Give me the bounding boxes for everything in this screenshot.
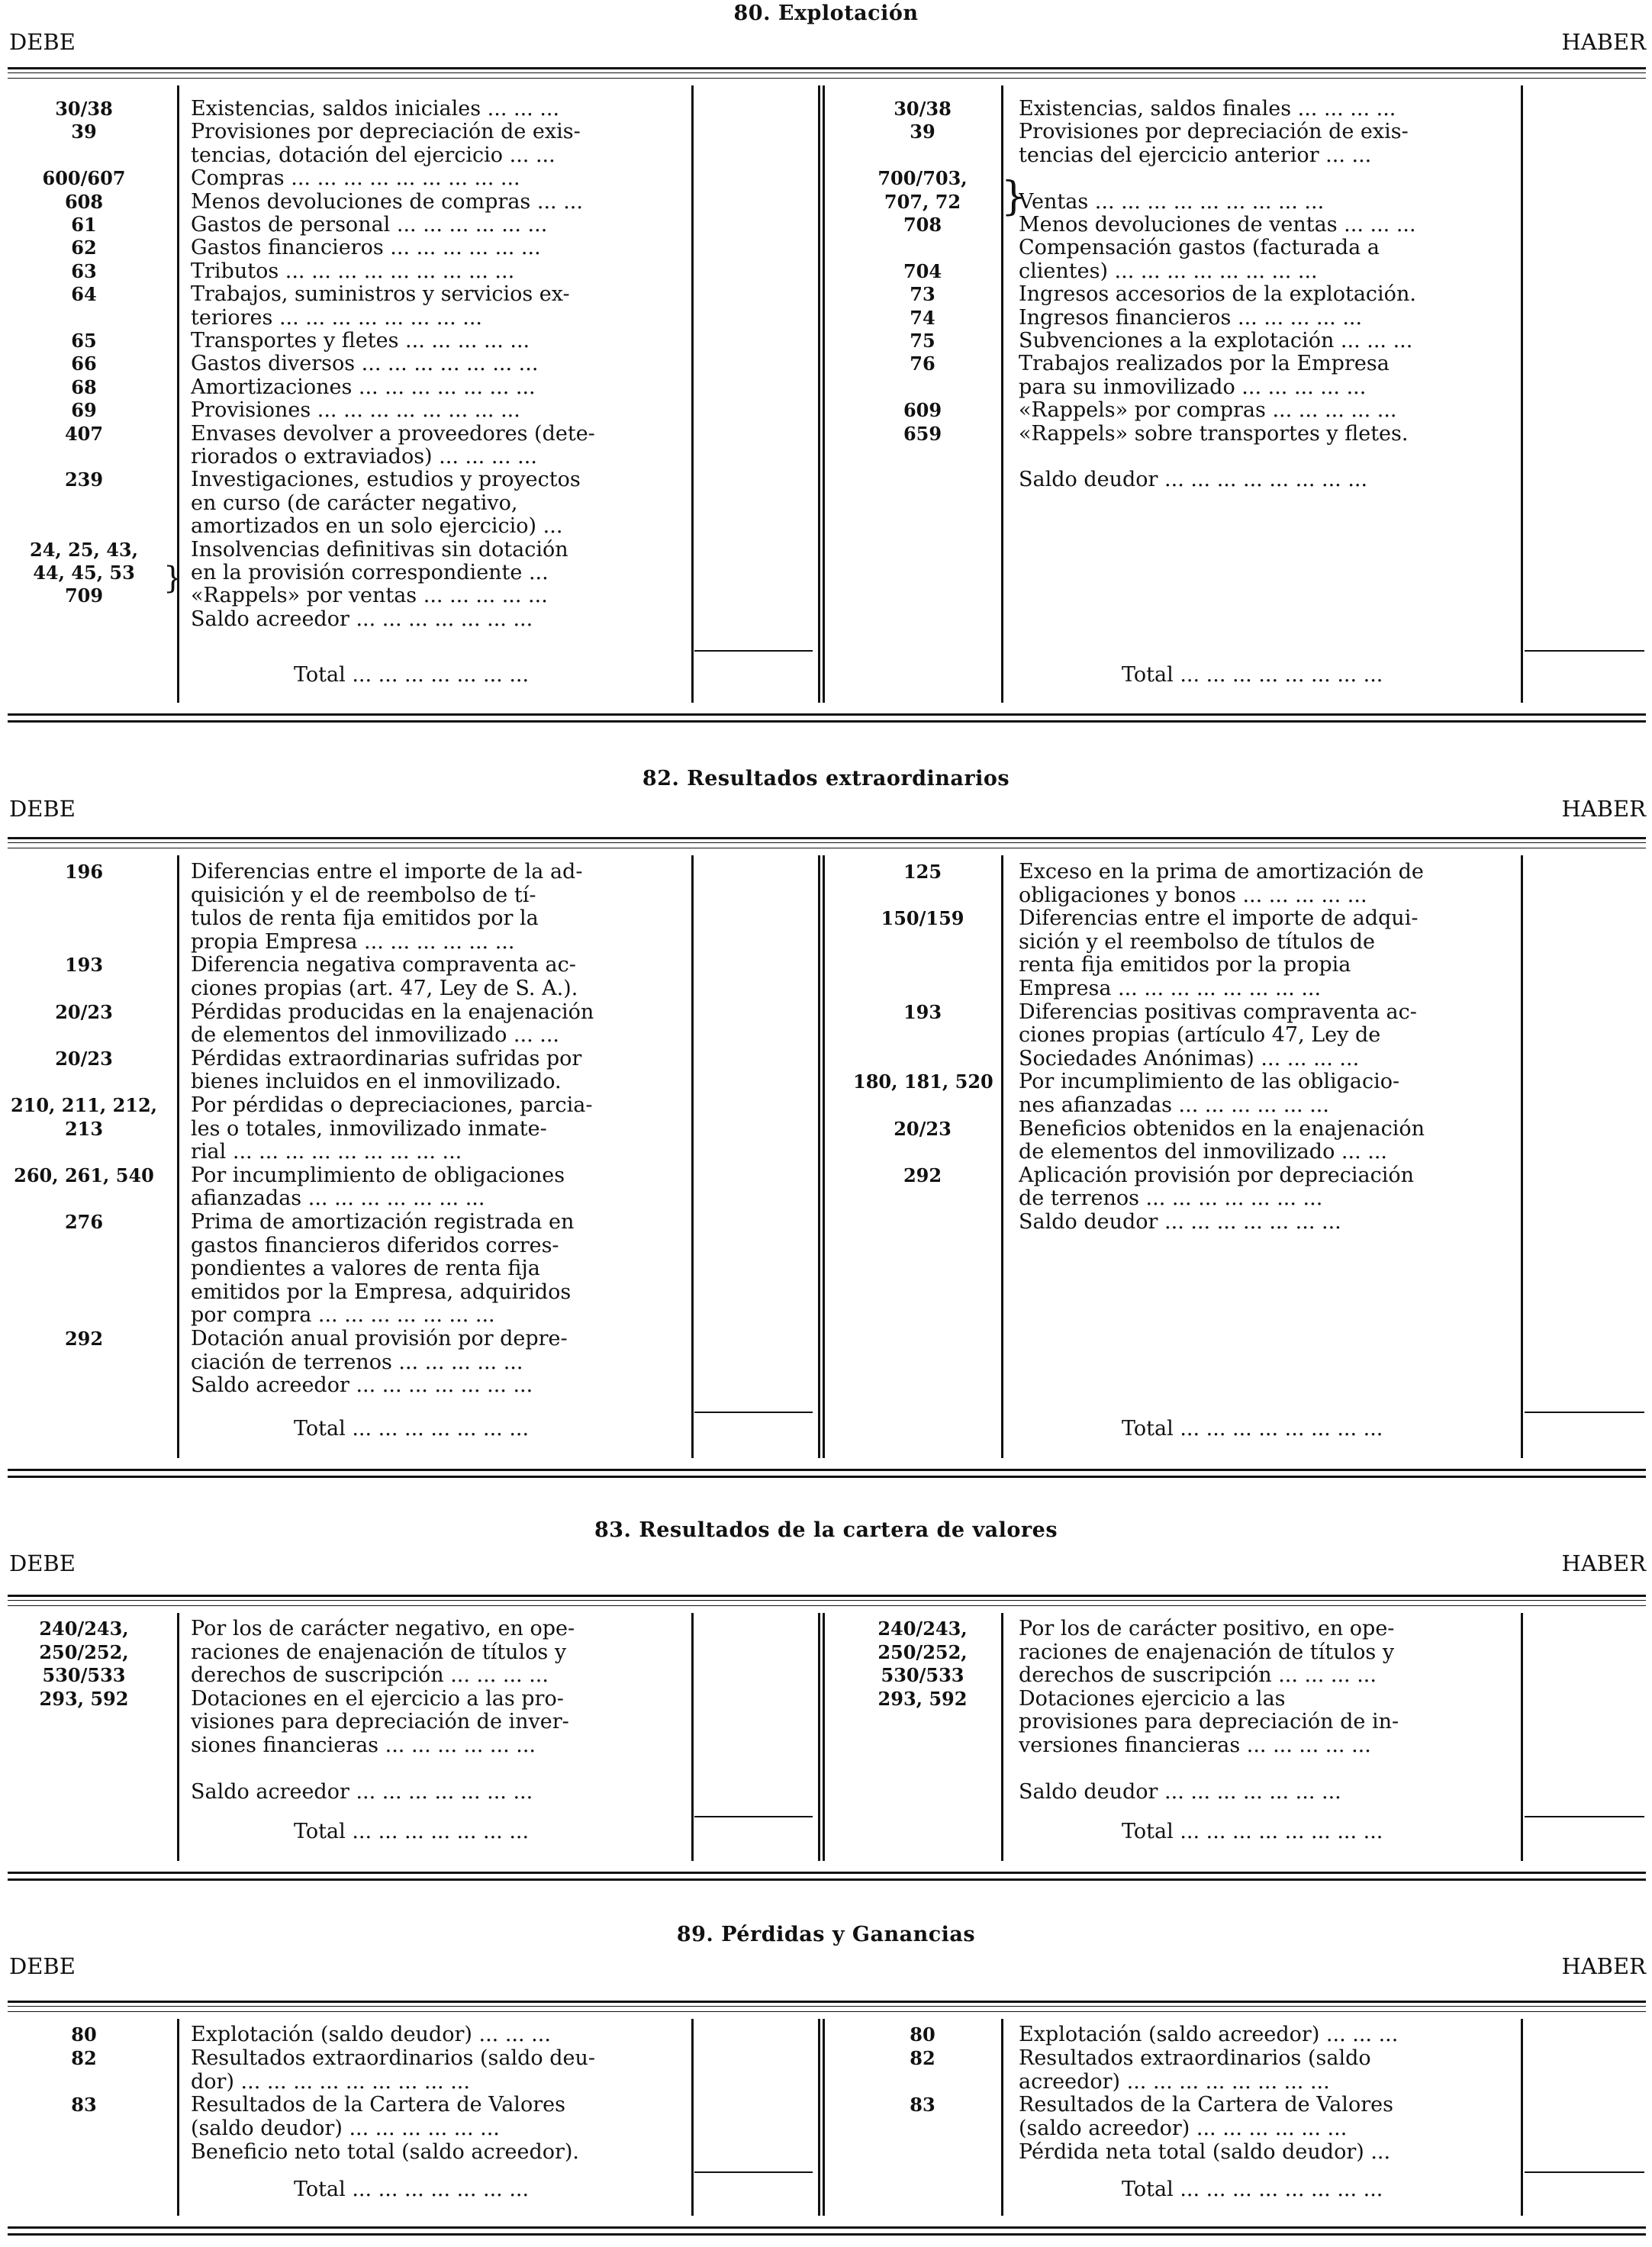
account-code: 24, 25, 43, xyxy=(30,538,138,561)
account-code xyxy=(8,1281,160,1304)
sum-line xyxy=(1525,1816,1644,1817)
column-divider xyxy=(818,1613,820,1861)
account-code: 276 xyxy=(64,1211,104,1233)
account-code xyxy=(8,1024,160,1047)
column-divider xyxy=(1001,2019,1003,2216)
sum-line xyxy=(694,2171,813,2173)
entry-description: Pérdidas producidas en la enajenación xyxy=(191,1000,594,1024)
account-code: 240/243, xyxy=(878,1618,968,1640)
account-code xyxy=(8,1187,160,1210)
account-code: 700/703, xyxy=(878,167,968,190)
account-code xyxy=(853,1141,992,1164)
column-divider xyxy=(823,85,825,703)
entry-description: raciones de enajenación de títulos y xyxy=(191,1640,567,1664)
header-rule xyxy=(8,842,1646,843)
account-code: 292 xyxy=(903,1164,942,1186)
account-code xyxy=(853,1048,992,1070)
entry-description: Amortizaciones ... ... ... ... ... ... ... xyxy=(191,375,536,399)
entry-description: Dotación anual provisión por depre- xyxy=(191,1328,568,1350)
entry-description: Saldo acreedor ... ... ... ... ... ... ... xyxy=(191,607,533,631)
account-code: 83 xyxy=(910,2094,935,2117)
account-title: 83. Resultados de la cartera de valores xyxy=(594,1518,1058,1542)
debe-label: DEBE xyxy=(9,29,76,55)
account-code xyxy=(853,144,992,167)
entry-description: Resultados extraordinarios (saldo xyxy=(1019,2046,1371,2070)
closing-rule xyxy=(8,720,1646,723)
account-code xyxy=(8,1304,160,1327)
entry-description: provisiones para depreciación de in- xyxy=(1019,1711,1399,1734)
account-code xyxy=(853,931,992,954)
account-code xyxy=(8,307,160,330)
entry-description: para su inmovilizado ... ... ... ... ... xyxy=(1019,375,1367,399)
account-code: 704 xyxy=(903,259,942,282)
entry-description: Explotación (saldo deudor) ... ... ... xyxy=(191,2023,551,2046)
account-code xyxy=(8,1141,160,1164)
account-code: 80 xyxy=(71,2023,97,2046)
account-code xyxy=(853,2141,992,2164)
account-code: 150/159 xyxy=(881,907,964,930)
entry-description: riorados o extraviados) ... ... ... ... xyxy=(191,446,537,468)
closing-rule xyxy=(8,713,1646,716)
total-label: Total ... ... ... ... ... ... ... ... xyxy=(1122,664,1383,687)
entry-description: versiones financieras ... ... ... ... ... xyxy=(1019,1734,1371,1757)
closing-rule xyxy=(8,1476,1646,1478)
account-code: 240/243, xyxy=(39,1618,129,1640)
total-label: Total ... ... ... ... ... ... ... xyxy=(294,1820,530,1843)
column-divider xyxy=(691,2019,694,2216)
closing-rule xyxy=(8,2233,1646,2236)
account-code: 39 xyxy=(71,121,97,143)
haber-label: HABER xyxy=(1561,29,1646,55)
account-code: 659 xyxy=(903,422,942,445)
account-code xyxy=(853,237,992,259)
header-rule xyxy=(8,67,1646,69)
account-code: 75 xyxy=(910,330,935,352)
column-divider xyxy=(1521,85,1523,703)
debe-label: DEBE xyxy=(9,1953,76,1979)
account-title: 80. Explotación xyxy=(733,2,919,25)
column-divider xyxy=(1001,855,1003,1458)
account-code: 193 xyxy=(903,1000,942,1023)
account-code: 69 xyxy=(71,399,97,422)
account-code: 193 xyxy=(64,954,104,977)
account-code: 20/23 xyxy=(894,1117,952,1140)
account-code: 66 xyxy=(71,353,97,375)
account-code xyxy=(8,977,160,1000)
brace-icon: } xyxy=(1001,174,1027,220)
entry-description: Trabajos realizados por la Empresa xyxy=(1019,353,1390,376)
account-code: 609 xyxy=(903,399,942,422)
account-code: 250/252, xyxy=(878,1640,968,1663)
entry-description: propia Empresa ... ... ... ... ... ... xyxy=(191,930,515,954)
column-divider xyxy=(691,855,694,1458)
entry-description: acreedor) ... ... ... ... ... ... ... ... xyxy=(1019,2070,1330,2094)
haber-label: HABER xyxy=(1561,1550,1646,1576)
entry-description: Diferencia negativa compraventa ac- xyxy=(191,954,576,977)
account-code: 63 xyxy=(71,259,97,282)
haber-label: HABER xyxy=(1561,1953,1646,1979)
entry-description: Existencias, saldos iniciales ... ... ... xyxy=(191,98,560,121)
entry-description: Sociedades Anónimas) ... ... ... ... xyxy=(1019,1047,1360,1070)
account-code: 20/23 xyxy=(55,1000,113,1023)
account-code: 125 xyxy=(903,861,942,883)
account-code: 44, 45, 53 xyxy=(33,562,135,584)
account-code xyxy=(8,1781,160,1804)
entry-description: Por los de carácter positivo, en ope- xyxy=(1019,1618,1395,1640)
account-code xyxy=(853,1758,992,1781)
total-label: Total ... ... ... ... ... ... ... ... xyxy=(1122,1418,1383,1441)
account-code: 82 xyxy=(910,2046,935,2069)
column-divider xyxy=(818,855,820,1458)
entry-description: Exceso en la prima de amortización de xyxy=(1019,861,1424,884)
entry-description: Saldo acreedor ... ... ... ... ... ... ... xyxy=(191,1781,533,1804)
column-divider xyxy=(691,85,694,703)
entry-description: Envases devolver a proveedores (dete- xyxy=(191,422,595,446)
entry-description: (saldo acreedor) ... ... ... ... ... ... xyxy=(1019,2117,1348,2141)
account-code: 73 xyxy=(910,283,935,306)
account-code: 180, 181, 520 xyxy=(853,1070,993,1093)
entry-description: Pérdida neta total (saldo deudor) ... xyxy=(1019,2141,1391,2164)
entry-description: Resultados de la Cartera de Valores xyxy=(191,2094,565,2117)
account-code: 30/38 xyxy=(894,98,952,120)
account-code xyxy=(853,468,992,491)
account-code: 39 xyxy=(910,121,935,143)
account-code: 708 xyxy=(903,214,942,236)
account-code: 196 xyxy=(64,861,104,883)
entry-description: sición y el reembolso de títulos de xyxy=(1019,930,1376,954)
account-code: 608 xyxy=(64,190,104,213)
entry-description: Diferencias entre el importe de la ad- xyxy=(191,861,583,884)
entry-description: clientes) ... ... ... ... ... ... ... ... xyxy=(1019,259,1318,283)
entry-description: Saldo acreedor ... ... ... ... ... ... ... xyxy=(191,1374,533,1398)
entry-description: en curso (de carácter negativo, xyxy=(191,491,518,515)
account-code xyxy=(8,1257,160,1280)
entry-description: les o totales, inmovilizado inmate- xyxy=(191,1117,547,1141)
entry-description: emitidos por la Empresa, adquiridos xyxy=(191,1280,572,1304)
column-divider xyxy=(823,1613,825,1861)
account-code xyxy=(853,1711,992,1734)
header-rule xyxy=(8,837,1646,839)
account-code: 293, 592 xyxy=(878,1687,968,1710)
entry-description: gastos financieros diferidos corres- xyxy=(191,1234,559,1257)
account-code xyxy=(853,2071,992,2094)
entry-description: Empresa ... ... ... ... ... ... ... ... xyxy=(1019,977,1322,1000)
account-code xyxy=(853,2117,992,2140)
account-code: 65 xyxy=(71,330,97,352)
account-code: 210, 211, 212, xyxy=(10,1094,158,1116)
account-code xyxy=(8,1758,160,1781)
entry-description: de terrenos ... ... ... ... ... ... ... xyxy=(1019,1187,1323,1211)
entry-description: Ventas ... ... ... ... ... ... ... ... ... xyxy=(1019,190,1325,214)
account-code xyxy=(853,1024,992,1047)
entry-description: Diferencias entre el importe de adqui- xyxy=(1019,907,1419,931)
entry-description: raciones de enajenación de títulos y xyxy=(1019,1640,1395,1664)
entry-description: Compensación gastos (facturada a xyxy=(1019,237,1380,260)
account-code xyxy=(8,2071,160,2094)
entry-description: Gastos de personal ... ... ... ... ... ... xyxy=(191,214,548,237)
entry-description: Tributos ... ... ... ... ... ... ... ... ... xyxy=(191,259,515,283)
account-title: 82. Resultados extraordinarios xyxy=(642,767,1010,790)
entry-description: Prima de amortización registrada en xyxy=(191,1211,575,1234)
column-divider xyxy=(177,85,179,703)
column-divider xyxy=(177,2019,179,2216)
entry-description: Dotaciones ejercicio a las xyxy=(1019,1687,1286,1711)
account-code xyxy=(853,1781,992,1804)
entry-description xyxy=(1019,446,1507,468)
entry-description: Compras ... ... ... ... ... ... ... ... ... xyxy=(191,167,520,191)
entry-description: Investigaciones, estudios y proyectos xyxy=(191,468,581,492)
account-code xyxy=(8,907,160,930)
entry-description: Saldo deudor ... ... ... ... ... ... ... xyxy=(1019,1211,1341,1234)
entry-description: nes afianzadas ... ... ... ... ... ... xyxy=(1019,1094,1329,1117)
entry-description: Ingresos financieros ... ... ... ... ... xyxy=(1019,306,1363,330)
entry-description: Ingresos accesorios de la explotación. xyxy=(1019,283,1416,307)
account-code: 62 xyxy=(71,237,97,259)
entry-description: Existencias, saldos finales ... ... ... ... xyxy=(1019,98,1396,121)
entry-description: Dotaciones en el ejercicio a las pro- xyxy=(191,1687,564,1711)
account-code: 260, 261, 540 xyxy=(14,1164,154,1186)
header-rule xyxy=(8,1605,1646,1606)
header-rule xyxy=(8,2001,1646,2003)
total-label: Total ... ... ... ... ... ... ... xyxy=(294,1418,530,1441)
entry-description: Menos devoluciones de compras ... ... xyxy=(191,190,583,214)
entry-description: Por incumplimiento de las obligacio- xyxy=(1019,1070,1400,1094)
account-code xyxy=(8,2141,160,2164)
entry-description: ciones propias (art. 47, Ley de S. A.). xyxy=(191,977,578,1000)
account-code xyxy=(8,931,160,954)
brace-icon: } xyxy=(163,561,183,596)
entry-description: «Rappels» por compras ... ... ... ... ... xyxy=(1019,399,1397,423)
column-divider xyxy=(818,2019,820,2216)
entry-description: Menos devoluciones de ventas ... ... ... xyxy=(1019,214,1416,237)
entry-description: en la provisión correspondiente ... xyxy=(191,562,549,584)
entry-description: Explotación (saldo acreedor) ... ... ... xyxy=(1019,2023,1399,2046)
account-code: 250/252, xyxy=(39,1640,129,1663)
account-code: 600/607 xyxy=(42,167,126,190)
column-divider xyxy=(1521,2019,1523,2216)
entry-description: Transportes y fletes ... ... ... ... ... xyxy=(191,330,530,353)
account-code: 74 xyxy=(910,306,935,329)
account-code xyxy=(8,1711,160,1734)
entry-description: obligaciones y bonos ... ... ... ... ... xyxy=(1019,884,1367,907)
column-divider xyxy=(818,85,820,703)
entry-description: ciones propias (artículo 47, Ley de xyxy=(1019,1024,1381,1048)
haber-label: HABER xyxy=(1561,796,1646,822)
entry-description xyxy=(1019,1758,1507,1781)
account-code: 80 xyxy=(910,2023,935,2046)
account-code: 76 xyxy=(910,353,935,375)
entry-description: Trabajos, suministros y servicios ex- xyxy=(191,283,570,307)
account-code: 61 xyxy=(71,214,97,236)
entry-description: tulos de renta fija emitidos por la xyxy=(191,907,539,931)
closing-rule xyxy=(8,1469,1646,1471)
account-code: 530/533 xyxy=(881,1664,964,1687)
account-code xyxy=(8,1070,160,1093)
account-code xyxy=(8,446,160,468)
total-label: Total ... ... ... ... ... ... ... xyxy=(294,664,530,687)
debe-label: DEBE xyxy=(9,796,76,822)
column-divider xyxy=(1521,1613,1523,1861)
column-divider xyxy=(177,1613,179,1861)
entry-description: Diferencias positivas compraventa ac- xyxy=(1019,1000,1417,1024)
header-rule xyxy=(8,72,1646,73)
account-code: 64 xyxy=(71,283,97,306)
sum-line xyxy=(1525,2171,1644,2173)
entry-description: por compra ... ... ... ... ... ... ... xyxy=(191,1304,495,1328)
entry-description: de elementos del inmovilizado ... ... xyxy=(1019,1141,1387,1164)
account-code xyxy=(853,446,992,468)
account-code xyxy=(853,954,992,977)
account-code: 82 xyxy=(71,2046,97,2069)
entry-description: Por pérdidas o depreciaciones, parcia- xyxy=(191,1094,593,1117)
account-code: 292 xyxy=(64,1328,104,1350)
entry-description: Provisiones ... ... ... ... ... ... ... ... xyxy=(191,399,520,423)
account-code xyxy=(853,1734,992,1757)
account-code: 293, 592 xyxy=(39,1687,129,1710)
total-label: Total ... ... ... ... ... ... ... xyxy=(294,2178,530,2201)
column-divider xyxy=(823,855,825,1458)
entry-description: afianzadas ... ... ... ... ... ... ... xyxy=(191,1187,485,1211)
sum-line xyxy=(694,650,813,652)
sum-line xyxy=(694,1816,813,1817)
entry-description: Por incumplimiento de obligaciones xyxy=(191,1164,565,1187)
account-code xyxy=(8,1235,160,1257)
entry-description: derechos de suscripción ... ... ... ... xyxy=(1019,1664,1377,1688)
account-code xyxy=(8,492,160,515)
entry-description: Provisiones por depreciación de exis- xyxy=(191,121,581,144)
total-label: Total ... ... ... ... ... ... ... ... xyxy=(1122,1820,1383,1843)
header-rule xyxy=(8,1595,1646,1597)
entry-description: Gastos diversos ... ... ... ... ... ... ... xyxy=(191,353,539,376)
account-code: 68 xyxy=(71,375,97,398)
header-rule xyxy=(8,2006,1646,2007)
entry-description: tencias del ejercicio anterior ... ... xyxy=(1019,143,1372,167)
entry-description: tencias, dotación del ejercicio ... ... xyxy=(191,143,555,167)
account-code: 213 xyxy=(64,1117,104,1140)
entry-description: Por los de carácter negativo, en ope- xyxy=(191,1618,575,1640)
account-code: 83 xyxy=(71,2094,97,2117)
closing-rule xyxy=(8,1878,1646,1881)
closing-rule xyxy=(8,2226,1646,2229)
account-code xyxy=(8,884,160,907)
entry-description: «Rappels» por ventas ... ... ... ... ... xyxy=(191,584,548,608)
entry-description xyxy=(191,1758,675,1781)
account-code: 530/533 xyxy=(42,1664,126,1687)
header-rule xyxy=(8,1600,1646,1601)
entry-description: rial ... ... ... ... ... ... ... ... ... xyxy=(191,1141,462,1164)
account-title: 89. Pérdidas y Ganancias xyxy=(676,1923,976,1946)
entry-description: Resultados extraordinarios (saldo deu- xyxy=(191,2046,595,2070)
account-code xyxy=(8,1374,160,1397)
header-rule xyxy=(8,78,1646,79)
account-code xyxy=(8,515,160,538)
entry-description: Subvenciones a la explotación ... ... ... xyxy=(1019,330,1413,353)
account-code xyxy=(8,1734,160,1757)
sum-line xyxy=(694,1412,813,1413)
entry-description: de elementos del inmovilizado ... ... xyxy=(191,1024,559,1048)
column-divider xyxy=(1001,1613,1003,1861)
entry-description: Resultados de la Cartera de Valores xyxy=(1019,2094,1393,2117)
account-code: 407 xyxy=(64,422,104,445)
account-code xyxy=(853,884,992,907)
account-code xyxy=(853,1187,992,1210)
account-code xyxy=(8,1351,160,1374)
entry-description: Beneficios obtenidos en la enajenación xyxy=(1019,1117,1425,1141)
entry-description: derechos de suscripción ... ... ... ... xyxy=(191,1664,549,1688)
account-code xyxy=(853,376,992,399)
entry-description: Insolvencias definitivas sin dotación xyxy=(191,538,568,562)
account-code xyxy=(853,1211,992,1234)
closing-rule xyxy=(8,1872,1646,1874)
column-divider xyxy=(177,855,179,1458)
entry-description xyxy=(1019,167,1507,190)
column-divider xyxy=(1521,855,1523,1458)
account-code: 20/23 xyxy=(55,1047,113,1070)
entry-description: dor) ... ... ... ... ... ... ... ... ... xyxy=(191,2070,470,2094)
entry-description: Provisiones por depreciación de exis- xyxy=(1019,121,1409,144)
entry-description: visiones para depreciación de inver- xyxy=(191,1711,569,1734)
sum-line xyxy=(1525,650,1644,652)
entry-description: teriores ... ... ... ... ... ... ... ... xyxy=(191,306,483,330)
sum-line xyxy=(1525,1412,1644,1413)
debe-label: DEBE xyxy=(9,1550,76,1576)
entry-description: siones financieras ... ... ... ... ... ... xyxy=(191,1734,536,1757)
entry-description: bienes incluidos en el inmovilizado. xyxy=(191,1070,562,1094)
entry-description: ciación de terrenos ... ... ... ... ... xyxy=(191,1350,523,1374)
account-code xyxy=(8,144,160,167)
entry-description: Pérdidas extraordinarias sufridas por xyxy=(191,1047,582,1070)
entry-description: Beneficio neto total (saldo acreedor). xyxy=(191,2141,580,2164)
account-code xyxy=(8,608,160,631)
column-divider xyxy=(691,1613,694,1861)
entry-description: renta fija emitidos por la propia xyxy=(1019,954,1351,977)
account-code: 30/38 xyxy=(55,98,113,120)
entry-description: Gastos financieros ... ... ... ... ... ... xyxy=(191,237,541,260)
entry-description: Saldo deudor ... ... ... ... ... ... ... ... xyxy=(1019,468,1368,492)
entry-description: (saldo deudor) ... ... ... ... ... ... xyxy=(191,2117,500,2141)
account-code: 707, 72 xyxy=(884,190,961,213)
account-code xyxy=(8,2117,160,2140)
account-code xyxy=(853,1094,992,1117)
account-code: 239 xyxy=(64,468,104,491)
column-divider xyxy=(823,2019,825,2216)
entry-description: Saldo deudor ... ... ... ... ... ... ... xyxy=(1019,1781,1341,1804)
account-code xyxy=(853,977,992,1000)
entry-description: quisición y el de reembolso de tí- xyxy=(191,884,536,907)
entry-description: pondientes a valores de renta fija xyxy=(191,1257,540,1281)
entry-description: «Rappels» sobre transportes y fletes. xyxy=(1019,422,1409,446)
entry-description: Aplicación provisión por depreciación xyxy=(1019,1164,1415,1187)
entry-description: amortizados en un solo ejercicio) ... xyxy=(191,515,563,539)
total-label: Total ... ... ... ... ... ... ... ... xyxy=(1122,2178,1383,2201)
header-rule xyxy=(8,2011,1646,2012)
account-code: 709 xyxy=(64,584,104,607)
